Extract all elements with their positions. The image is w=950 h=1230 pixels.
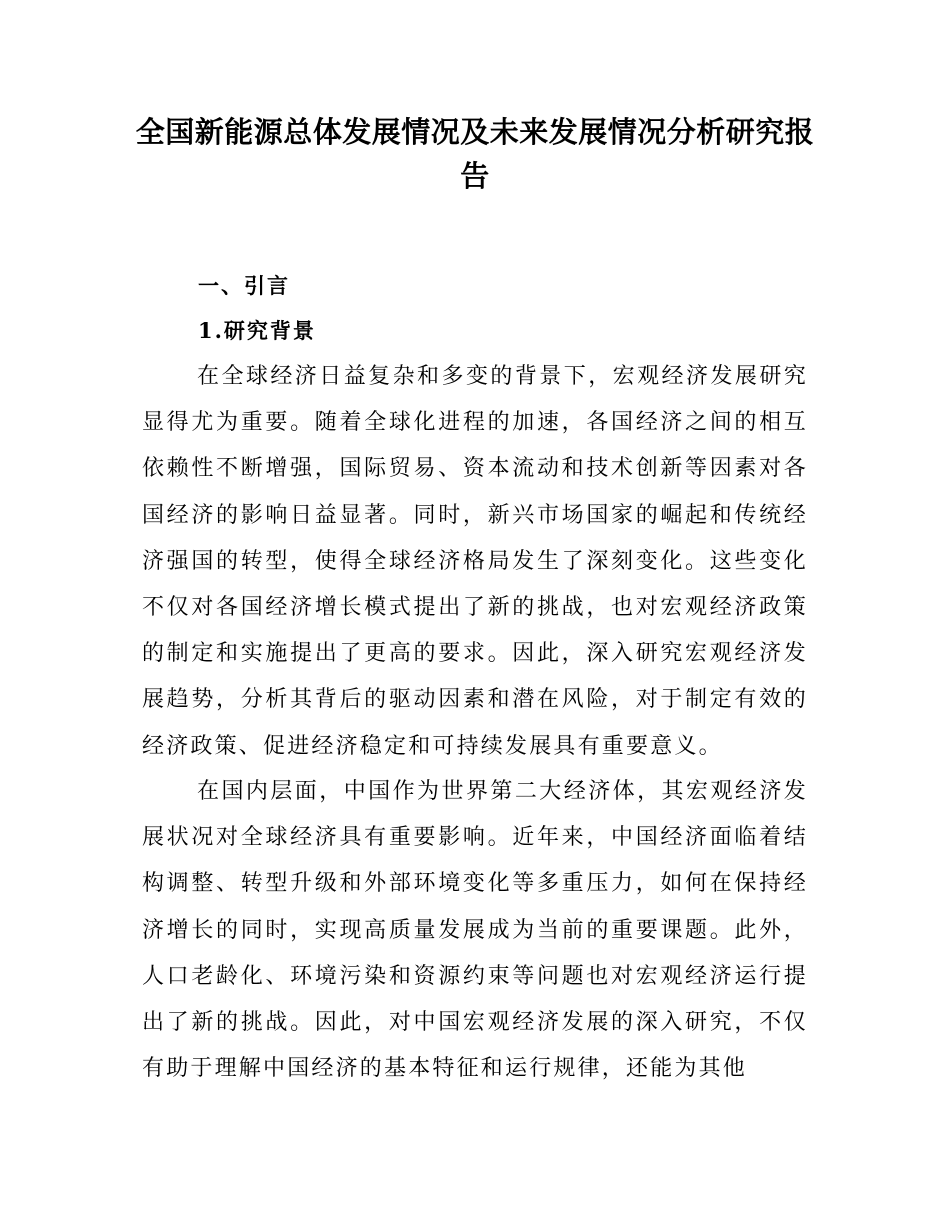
subsection-heading: 1.研究背景 [198, 318, 316, 343]
section-heading: 一、引言 [198, 274, 290, 298]
document-title: 全国新能源总体发展情况及未来发展情况分析研究报告 [135, 115, 815, 193]
body-paragraph-1: 在全球经济日益复杂和多变的背景下，宏观经济发展研究显得尤为重要。随着全球化进程的加速，各国经济之间的相互依赖性不断增强，国际贸易、资本流动和技术创新等因素对各国经济的影响日益显著。同时，新兴市场国家的崛起和传统经济强国的转型，使得全球经济格局发生了深刻变化。这些变化不仅对各国经济增长模式提出了新的挑战，也对宏观经济政策的制定和实施提出了更高的要求。因此，深入研究宏观经济发展趋势，分析其背后的驱动因素和潜在风险，对于制定有效的经济政策、促进经济稳定和可持续发展具有重要意义。 [142, 364, 808, 759]
body-paragraph-2: 在国内层面，中国作为世界第二大经济体，其宏观经济发展状况对全球经济具有重要影响。近年来，中国经济面临着结构调整、转型升级和外部环境变化等多重压力，如何在保持经济增长的同时，实现高质量发展成为当前的重要课题。此外，人口老龄化、环境污染和资源约束等问题也对宏观经济运行提出了新的挑战。因此，对中国宏观经济发展的深入研究，不仅有助于理解中国经济的基本特征和运行规律，还能为其他 [142, 779, 808, 1082]
